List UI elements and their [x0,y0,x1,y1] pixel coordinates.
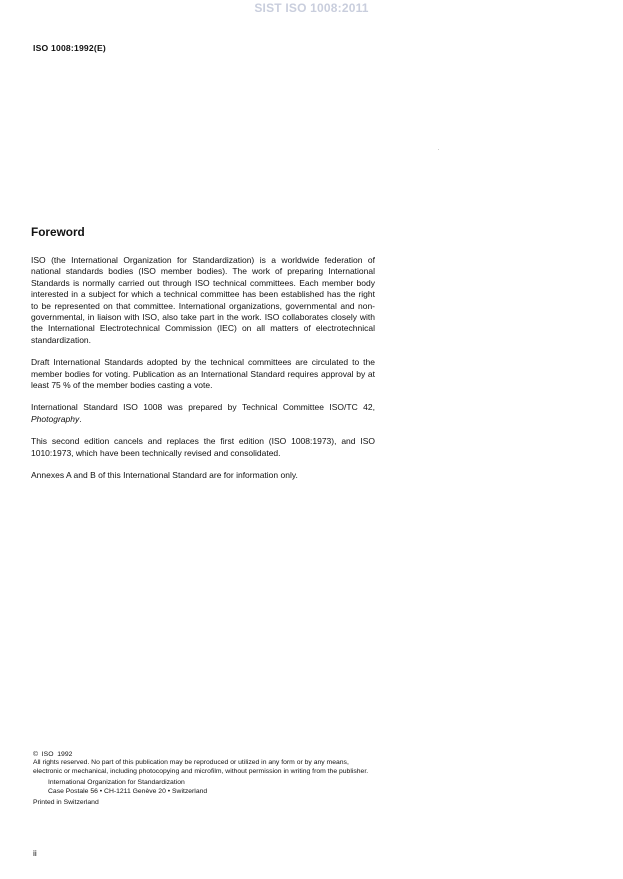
p3-text-end: . [79,413,82,424]
foreword-body [31,255,375,493]
rights-notice: All rights reserved. No part of this publication may be reproduced or utilized in any form or by any means, electronic or mechanical, including photocopying and microfilm, without permission in writing from the publisher. [33,759,369,775]
publisher-address [48,779,379,796]
page-number: ii [33,848,37,858]
document-id: ISO 1008:1992(E) [33,43,106,53]
foreword-paragraph-5: Annexes A and B of this International Standard are for information only. [31,470,298,481]
copyright-block [33,751,379,807]
copyright-line: © ISO 1992 [33,751,73,758]
publisher-name: International Organization for Standardization [48,779,185,787]
foreword-paragraph-2: Draft International Standards adopted by the technical committees are circulated to the member bodies for voting. Publication as an International Standard requires approval by at least 75 % of the member bodies casting a vote. [31,357,375,391]
foreword-paragraph-4: This second edition cancels and replaces the first edition (ISO 1008:1973), and ISO 1010:1973, which have been technically revised and consolidated. [31,436,375,458]
printed-in: Printed in Switzerland [33,799,99,807]
foreword-paragraph-3 [31,402,375,425]
foreword-heading: Foreword [31,225,85,239]
watermark: SIST ISO 1008:2011 [254,1,369,15]
publisher-postal: Case Postale 56 • CH-1211 Genève 20 • Switzerland [48,787,208,795]
foreword-paragraph-1: ISO (the International Organization for Standardization) is a worldwide federation of national standards bodies (ISO member bodies). The work of preparing International Standards is normally carried out through ISO technical committees. Each member body interested in a subject for which a technical committee has been established has the right to be represented on that committee. International organizations, governmental and non-governmental, in liaison with ISO, also take part in the work. ISO collaborates closely with the International Electrotechnical Commission (IEC) on all matters of electrotechnical standardization. [31,255,375,345]
scan-speck [438,149,439,150]
p3-committee-name: Photography [31,413,80,424]
p3-text-start: International Standard ISO 1008 was prepared by Technical Committee ISO/TC 42, [31,402,375,413]
